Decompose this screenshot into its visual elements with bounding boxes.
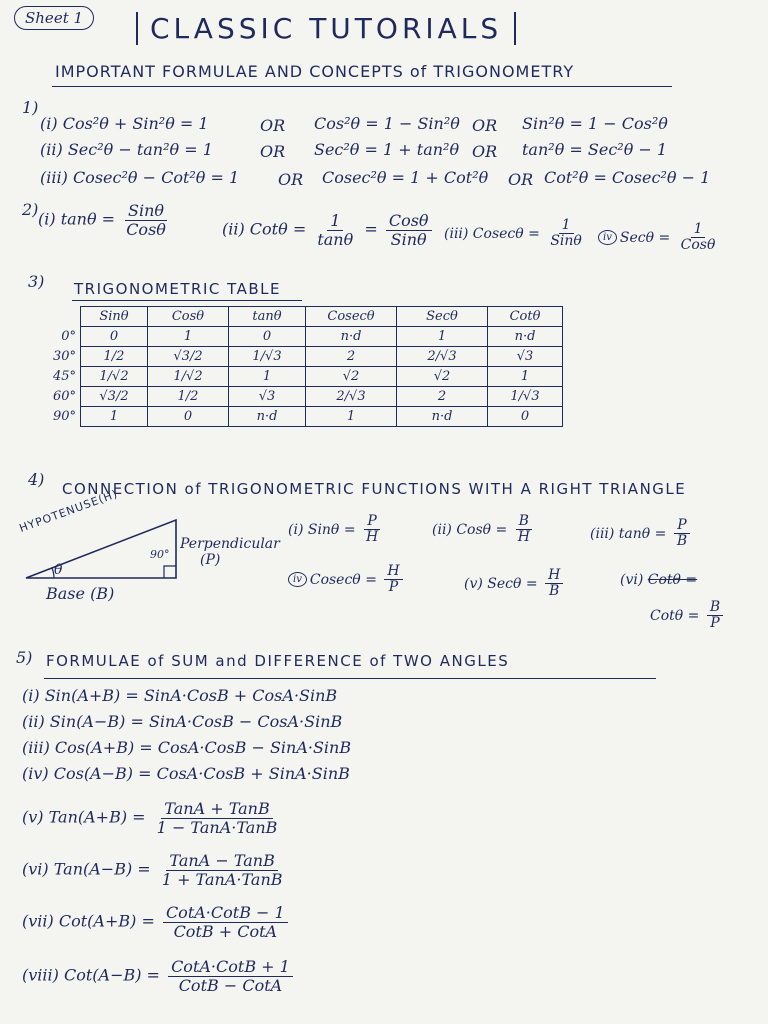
formula-sin-sum: (i) Sin(A+B) = SinA·CosB + CosA·SinB: [22, 686, 338, 705]
row-angle: 90°: [46, 407, 81, 427]
identity-1-alt-a: Cos²θ = 1 − Sin²θ: [314, 114, 460, 133]
formula-sin-diff: (ii) Sin(A−B) = SinA·CosB − CosA·SinB: [22, 712, 343, 731]
table-row: [46, 387, 563, 407]
cell-cot: √3: [488, 347, 563, 367]
cell-cot: 1/√3: [488, 387, 563, 407]
right-angle-label: 90°: [150, 548, 170, 561]
identity-2-alt-a: Sec²θ = 1 + tan²θ: [314, 140, 460, 159]
cell-cosec: n·d: [306, 327, 397, 347]
section-4-title: CONNECTION of TRIGONOMETRIC FUNCTIONS WITH A RIGHT TRIANGLE: [62, 480, 687, 498]
trig-table: [46, 306, 563, 427]
ratio-sec: (v) Secθ = $\frac{H}{B}$: [464, 568, 566, 600]
cell-cosec: 2: [306, 347, 397, 367]
subtitle-underline: [52, 86, 672, 87]
cell-sin: 1: [81, 407, 148, 427]
or-text: OR: [472, 116, 498, 135]
cell-sin: 0: [81, 327, 148, 347]
identity-2-alt-b: tan²θ = Sec²θ − 1: [522, 140, 668, 159]
cell-tan: 0: [229, 327, 306, 347]
perpendicular-label: Perpendicular: [180, 536, 280, 552]
ratio-cot-struck: (vi) Cotθ =: [620, 572, 698, 588]
identity-1-alt-b: Sin²θ = 1 − Cos²θ: [522, 114, 668, 133]
table-row: [46, 327, 563, 347]
cot-definition: (ii) Cotθ = $\frac{1}{\tan\theta}$ = $\frac{\text{Cosθ}}{\text{Sinθ}}$: [222, 212, 435, 248]
cell-cos: √3/2: [148, 347, 229, 367]
section-5-label: 5): [16, 648, 33, 667]
col-header-cos: Cosθ: [148, 307, 229, 327]
formula-tan-diff: (vi) Tan(A−B) = $\frac{\text{TanA − TanB}}{\text{1 + TanA·TanB}}$: [22, 851, 283, 889]
trig-table-title: TRIGONOMETRIC TABLE: [74, 280, 282, 298]
or-text: OR: [472, 142, 498, 161]
ratio-tan: (iii) tanθ = $\frac{P}{B}$: [590, 518, 693, 550]
section-3-label: 3): [28, 272, 45, 291]
row-angle: 30°: [46, 347, 81, 367]
col-header-sec: Secθ: [397, 307, 488, 327]
cell-sin: √3/2: [81, 387, 148, 407]
table-row: [46, 407, 563, 427]
cell-cos: 1/2: [148, 387, 229, 407]
hypotenuse-label: HYPOTENUSE(H): [17, 487, 120, 535]
sheet-label: Sheet 1: [14, 6, 94, 30]
perpendicular-symbol: (P): [200, 552, 221, 568]
cell-cosec: √2: [306, 367, 397, 387]
identity-3-alt-a: Cosec²θ = 1 + Cot²θ: [322, 168, 489, 187]
section-5-title: FORMULAE of SUM and DIFFERENCE of TWO ANGLES: [46, 652, 510, 670]
page-subtitle: IMPORTANT FORMULAE AND CONCEPTS of TRIGONOMETRY: [55, 62, 575, 81]
page-title: CLASSIC TUTORIALS: [136, 12, 516, 45]
formula-cos-sum: (iii) Cos(A+B) = CosA·CosB − SinA·SinB: [22, 738, 352, 757]
theta-label: θ: [54, 562, 63, 578]
right-angle-mark: [164, 566, 176, 578]
cell-cosec: 2/√3: [306, 387, 397, 407]
formula-tan-sum: (v) Tan(A+B) = $\frac{\text{TanA + TanB}}{\text{1 − TanA·TanB}}$: [22, 799, 278, 837]
cell-cosec: 1: [306, 407, 397, 427]
cell-tan: √3: [229, 387, 306, 407]
row-angle: 60°: [46, 387, 81, 407]
cell-sec: n·d: [397, 407, 488, 427]
base-label: Base (B): [46, 584, 115, 603]
table-row: [46, 347, 563, 367]
or-text: OR: [260, 142, 286, 161]
cell-cot: 0: [488, 407, 563, 427]
identity-3: (iii) Cosec²θ − Cot²θ = 1: [40, 168, 240, 187]
sec-definition: iv Secθ = $\frac{1}{\text{Cosθ}}$: [598, 222, 721, 254]
or-text: OR: [508, 170, 534, 189]
section-1-label: 1): [22, 98, 39, 117]
cell-sec: 2: [397, 387, 488, 407]
col-header-cosec: Cosecθ: [306, 307, 397, 327]
ratio-cosec: iv Cosecθ = $\frac{H}{P}$: [288, 564, 406, 596]
cell-tan: 1/√3: [229, 347, 306, 367]
cell-tan: 1: [229, 367, 306, 387]
cell-sin: 1/2: [81, 347, 148, 367]
identity-2: (ii) Sec²θ − tan²θ = 1: [40, 140, 213, 159]
col-header-sin: Sinθ: [81, 307, 148, 327]
section-5-underline: [44, 678, 656, 679]
formula-cot-diff: (viii) Cot(A−B) = $\frac{\text{CotA·CotB + 1}}{\text{CotB − CotA}}$: [22, 958, 296, 994]
cell-cot: 1: [488, 367, 563, 387]
ratio-cot: Cotθ = $\frac{B}{P}$: [650, 600, 726, 632]
tan-definition: (i) tanθ = $\frac{\text{Sinθ}}{\text{Cosθ}}$: [38, 201, 166, 239]
row-angle: 0°: [46, 327, 81, 347]
cell-cos: 1/√2: [148, 367, 229, 387]
ratio-sin: (i) Sinθ = $\frac{P}{H}$: [288, 513, 379, 546]
row-angle: 45°: [46, 367, 81, 387]
identity-1: (i) Cos²θ + Sin²θ = 1: [40, 114, 209, 133]
table-title-underline: [72, 300, 302, 301]
section-2-label: 2): [22, 200, 39, 219]
formula-cot-sum: (vii) Cot(A+B) = $\frac{\text{CotA·CotB − 1}}{\text{CotB + CotA}}$: [22, 904, 291, 940]
cell-cos: 0: [148, 407, 229, 427]
cell-cot: n·d: [488, 327, 563, 347]
col-header-tan: tanθ: [229, 307, 306, 327]
ratio-cos: (ii) Cosθ = $\frac{B}{H}$: [432, 514, 536, 546]
cosec-definition: (iii) Cosecθ = $\frac{1}{\text{Sinθ}}$: [444, 217, 582, 250]
cell-sec: 1: [397, 327, 488, 347]
formula-cos-diff: (iv) Cos(A−B) = CosA·CosB + SinA·SinB: [22, 764, 350, 783]
cell-cos: 1: [148, 327, 229, 347]
identity-3-alt-b: Cot²θ = Cosec²θ − 1: [544, 168, 711, 187]
section-4-label: 4): [28, 470, 45, 489]
or-text: OR: [278, 170, 304, 189]
col-header-cot: Cotθ: [488, 307, 563, 327]
cell-sec: 2/√3: [397, 347, 488, 367]
cell-tan: n·d: [229, 407, 306, 427]
cell-sin: 1/√2: [81, 367, 148, 387]
table-row: [46, 367, 563, 387]
or-text: OR: [260, 116, 286, 135]
cell-sec: √2: [397, 367, 488, 387]
